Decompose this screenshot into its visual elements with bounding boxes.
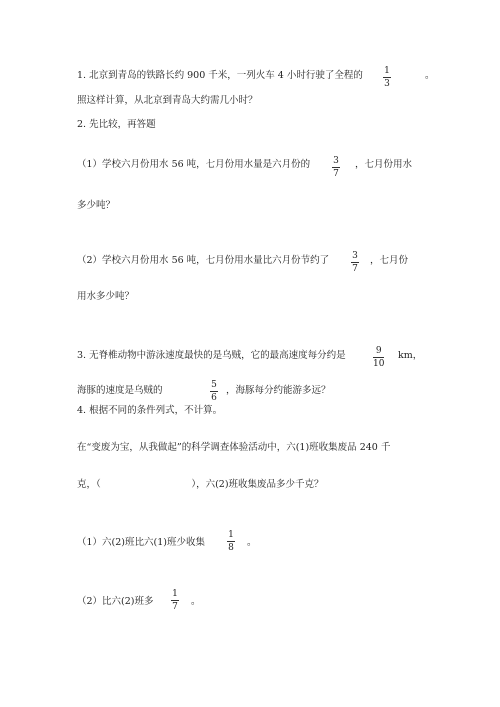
fraction-numerator: 9 [375,346,382,356]
q2-title: 2. 先比较，再答题 [77,119,156,130]
q2-part2-line2: 用水多少吨？ [77,291,135,302]
q3-tail: ，海豚每分约能游多远？ [226,385,331,396]
fraction-denominator: 3 [384,79,390,89]
fraction-bar [373,357,384,358]
fraction-denominator: 6 [211,393,217,403]
q3-fraction-speed [373,346,384,369]
q4-part1-tail: 。 [247,537,257,548]
q4-part2-fraction [171,589,179,612]
fraction-numerator: 1 [172,589,178,599]
fraction-numerator: 5 [211,380,217,390]
fraction-denominator: 8 [228,543,234,553]
q2-part2-fraction [351,251,359,274]
q2-part1-fraction [332,156,340,179]
q2-part1-line2: 多少吨？ [77,200,116,211]
q3-unit: km， [398,350,423,361]
fraction-bar [351,262,359,263]
q1-fraction [383,66,391,89]
q4-title: 4. 根据不同的条件列式，不计算。 [77,405,223,416]
q1-text: 1. 北京到青岛的铁路长约 900 千米，一列火车 4 小时行驶了全程的 [77,70,363,81]
q1-line2: 照这样计算，从北京到青岛大约需几小时？ [77,95,258,106]
q4-part2: （2）比六(2)班多 [77,596,154,607]
fraction-numerator: 3 [352,251,358,261]
q1-tail: 。 [425,70,435,81]
fraction-bar [227,541,235,542]
q3-line2: 海豚的速度是乌贼的 [77,385,163,396]
q4-intro-line1: 在“变废为宝，从我做起”的科学调查体验活动中，六(1)班收集废品 240 千 [77,442,391,453]
fraction-bar [383,77,391,78]
fraction-denominator: 7 [352,264,358,274]
q4-part2-tail: 。 [191,596,201,607]
fraction-bar [332,167,340,168]
q4-part1: （1）六(2)班比六(1)班少收集 [77,537,205,548]
q2-part1-line1: （1）学校六月份用水 56 吨，七月份用水量是六月份的 [77,159,311,170]
fraction-numerator: 3 [333,156,339,166]
q3-fraction-ratio [210,380,218,403]
q4-intro-line2: 克，（ ），六(2)班收集废品多少千克？ [77,479,324,490]
q2-part1-tail: ，七月份用水 [355,159,413,170]
q2-part2-line1: （2）学校六月份用水 56 吨，七月份用水量比六月份节约了 [77,255,330,266]
q3-line1: 3. 无脊椎动物中游泳速度最快的是乌贼，它的最高速度每分约是 [77,350,346,361]
fraction-numerator: 1 [384,66,390,76]
fraction-denominator: 7 [172,602,178,612]
fraction-bar [171,600,179,601]
fraction-denominator: 7 [333,169,339,179]
fraction-numerator: 1 [228,530,234,540]
fraction-denominator: 10 [373,359,385,369]
q4-part1-fraction [227,530,235,553]
fraction-bar [210,391,218,392]
q2-part2-tail: ，七月份 [370,255,409,266]
